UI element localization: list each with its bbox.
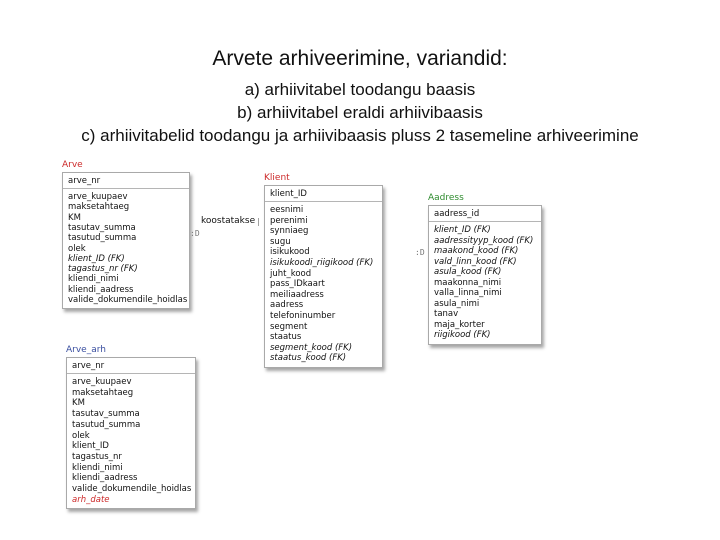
attribute-row: vald_linn_kood (FK) (434, 256, 517, 267)
main-title: Arvete arhiveerimine, variandid: (212, 47, 508, 70)
attribute-row: meiliaadress (270, 289, 324, 300)
key-separator (63, 188, 189, 189)
attribute-row: isikukood (270, 247, 310, 258)
key-separator (265, 201, 382, 202)
attribute-row: arve_kuupaev (68, 192, 128, 202)
attribute-row: KM (72, 398, 85, 409)
attribute-row: aadressityyp_kood (FK) (434, 235, 534, 246)
attribute-row: perenimi (270, 215, 308, 226)
relation-label-koostatakse: koostatakse (201, 216, 256, 226)
attribute-row: kliendi_nimi (68, 274, 119, 285)
attribute-row: arve_kuupaev (72, 377, 132, 387)
attribute-row: kliendi_aadress (68, 284, 134, 295)
attribute-row: juht_kood (270, 268, 312, 279)
attribute-row: eesnimi (270, 205, 304, 215)
attribute-row: asula_nimi (434, 298, 480, 309)
entity-title: Aadress (428, 193, 464, 203)
key-separator (67, 373, 195, 374)
attribute-row: KM (68, 212, 81, 223)
attribute-row: tasutud_summa (68, 233, 137, 244)
attribute-row: maakonna_nimi (434, 277, 502, 288)
attribute-row: isikukoodi_riigikood (FK) (270, 258, 374, 268)
attribute-row: sugu (270, 236, 291, 247)
relation-marker-klient: | (256, 217, 261, 226)
attribute-row: kliendi_nimi (72, 462, 123, 473)
primary-key: arve_nr (72, 361, 105, 371)
variant-b: b) arhiivitabel eraldi arhiivibaasis (237, 103, 483, 122)
attribute-row: klient_ID (FK) (68, 253, 125, 264)
attribute-row: tagastus_nr (72, 451, 122, 462)
primary-key: klient_ID (270, 189, 307, 199)
relation-marker-aadress: :D (415, 248, 425, 257)
attribute-row: valla_linna_nimi (434, 288, 502, 298)
entity-title: Klient (264, 173, 290, 183)
attribute-row: maja_korter (434, 319, 485, 330)
attribute-row: klient_ID (72, 441, 109, 452)
attribute-row: klient_ID (FK) (434, 225, 491, 235)
attribute-row: aadress (270, 300, 304, 311)
attribute-row: maksetahtaeg (68, 202, 130, 213)
attribute-row: arh_date (72, 494, 110, 505)
primary-key: arve_nr (68, 176, 101, 186)
attribute-row: valide_dokumendile_hoidlas (72, 484, 192, 494)
attribute-row: maakond_kood (FK) (434, 246, 519, 256)
relation-marker-arve: :D (190, 229, 200, 238)
entity-box (62, 172, 190, 309)
attribute-row: asula_kood (FK) (434, 267, 502, 277)
attribute-row: synniaeg (270, 226, 309, 237)
key-separator (429, 221, 541, 222)
attribute-row: olek (68, 243, 86, 254)
primary-key: aadress_id (434, 209, 480, 219)
attribute-row: tasutav_summa (72, 409, 140, 420)
entity-title: Arve (62, 160, 83, 170)
variant-a: a) arhiivitabel toodangu baasis (244, 80, 476, 99)
attribute-row: staatus (270, 332, 302, 343)
entity-title: Arve_arh (66, 345, 106, 355)
attribute-row: telefoninumber (270, 311, 336, 321)
attribute-row: segment (270, 321, 308, 332)
attribute-row: maksetahtaeg (72, 387, 134, 398)
attribute-row: tanav (434, 309, 459, 319)
attribute-row: tagastus_nr (FK) (68, 264, 138, 275)
attribute-row: valide_dokumendile_hoidlas (68, 295, 188, 305)
entity-box (428, 205, 542, 345)
attribute-row: staatus_kood (FK) (270, 353, 347, 364)
attribute-row: kliendi_aadress (72, 473, 138, 484)
entity-box (66, 357, 196, 509)
attribute-row: pass_IDkaart (270, 279, 325, 290)
attribute-row: tasutud_summa (72, 419, 141, 430)
attribute-row: olek (72, 430, 90, 441)
attribute-row: segment_kood (FK) (270, 342, 353, 353)
attribute-row: riigikood (FK) (434, 330, 491, 340)
entity-box (264, 185, 383, 368)
variant-c: c) arhiivitabelid toodangu ja arhiivibaasis pluss 2 tasemeline arhiveerimine (81, 126, 639, 145)
attribute-row: tasutav_summa (68, 222, 136, 233)
